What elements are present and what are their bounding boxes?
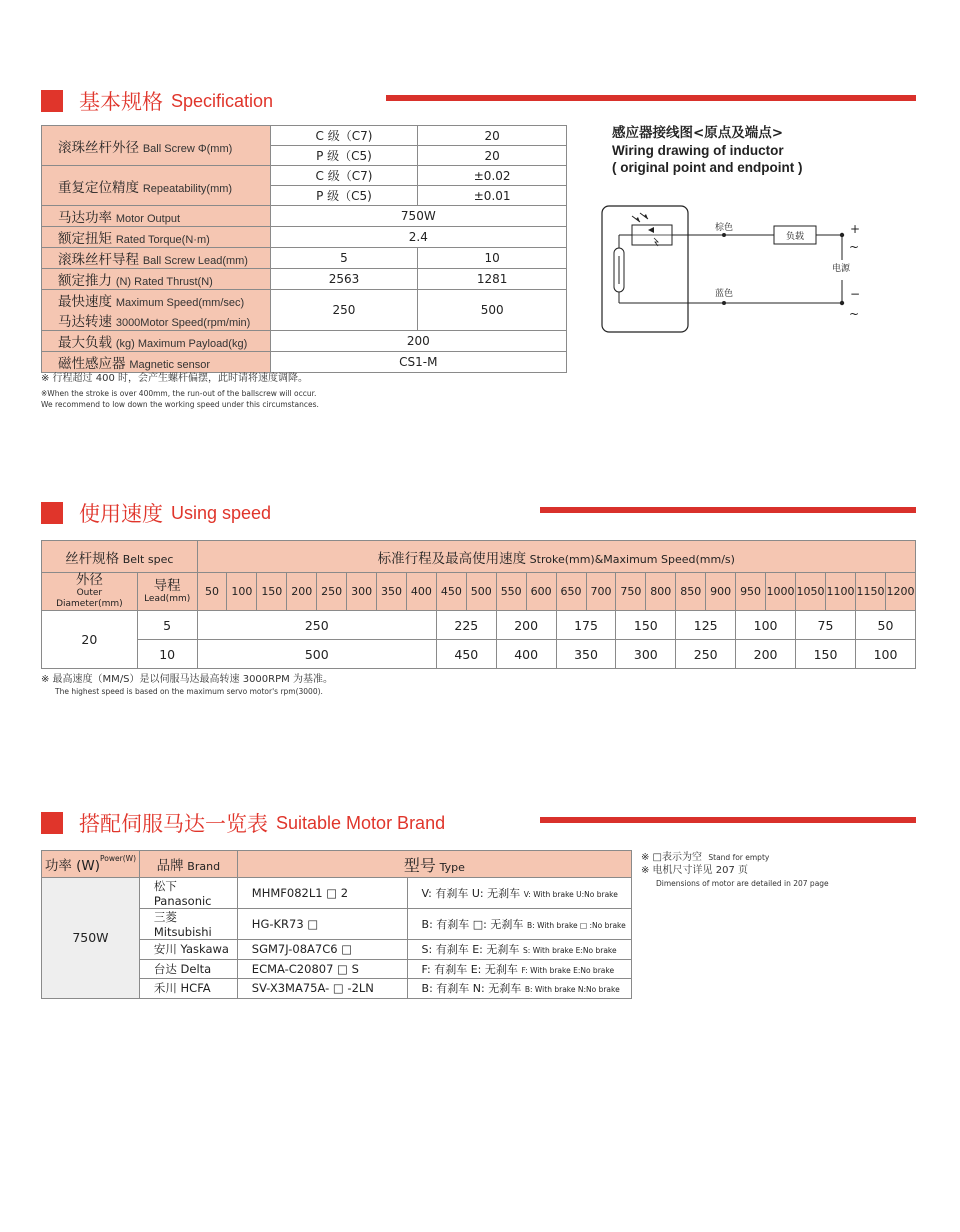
spec-value-cell: CS1-M xyxy=(270,352,566,373)
stroke-cell: 1050 xyxy=(796,573,826,611)
spec-note-cn: ※ 行程超过 400 时，会产生螺杆偏摆，此时请将速度调降。 xyxy=(41,373,309,384)
speed-value-cell: 125 xyxy=(676,611,736,640)
motor-title-cn: 搭配伺服马达一览表 xyxy=(79,812,268,836)
speed-value-cell: 100 xyxy=(736,611,796,640)
spec-row xyxy=(42,269,567,290)
power-header xyxy=(42,851,140,878)
spec-label-cn: 额定推力 xyxy=(58,273,112,289)
speed-value-cell: 200 xyxy=(496,611,556,640)
spec-label-cell xyxy=(42,331,271,352)
type-header-en: Type xyxy=(439,860,465,874)
belt-spec-cn: 丝杆规格 xyxy=(65,550,120,567)
spec-table xyxy=(41,125,567,373)
spec-row xyxy=(42,227,567,248)
spec-label-en: (N) Rated Thrust(N) xyxy=(115,276,213,288)
spec-title-en: Specification xyxy=(171,90,274,111)
brake-code-en: B: With brake □ :No brake xyxy=(527,921,626,930)
power-label: 电源 xyxy=(832,264,851,274)
spec-label-line xyxy=(58,248,270,268)
stroke-cell: 850 xyxy=(676,573,706,611)
spec-label-cell xyxy=(42,206,271,227)
stroke-cell: 950 xyxy=(736,573,766,611)
wiring-title-en2: ( original point and endpoint ) xyxy=(612,160,803,175)
stroke-header-en: Stroke(mm)&Maximum Speed(mm/s) xyxy=(529,552,735,566)
speed-value-cell: 50 xyxy=(855,611,915,640)
model-cell: HG-KR73 □ xyxy=(237,909,407,940)
spec-label-cn: 滚珠丝杆导程 xyxy=(58,252,139,268)
spec-title-bar xyxy=(386,95,916,101)
speed-value-cell: 300 xyxy=(616,640,676,669)
brand-cell: 松下 Panasonic xyxy=(139,878,237,909)
brake-code-cn: B: 有刹车 □: 无刹车 xyxy=(421,918,524,931)
spec-value-cell: 1281 xyxy=(418,269,567,290)
load-label: 负载 xyxy=(786,232,805,242)
spec-label-cn: 重复定位精度 xyxy=(58,179,139,196)
spec-label-cell xyxy=(42,166,271,206)
spec-label-line xyxy=(58,269,270,289)
model-cell: ECMA-C20807 □ S xyxy=(237,959,407,979)
motor-section-title xyxy=(41,808,445,838)
ac-label-bottom: ~ xyxy=(849,307,860,321)
brand-cell: 台达 Delta xyxy=(139,959,237,979)
speed-value-cell: 225 xyxy=(436,611,496,640)
power-header-en: Power(W) xyxy=(100,854,136,863)
lead-en: Lead(mm) xyxy=(144,593,191,604)
speed-title-bar xyxy=(540,507,916,513)
stroke-cell: 50 xyxy=(197,573,227,611)
stroke-cell: 500 xyxy=(466,573,496,611)
section-marker-icon xyxy=(41,90,63,112)
brake-code-cell xyxy=(407,940,631,960)
stroke-header xyxy=(197,541,915,573)
spec-value-cell: 5 xyxy=(270,248,418,269)
brand-cell: 三菱 Mitsubishi xyxy=(139,909,237,940)
outer-diameter-cn: 外径 xyxy=(75,572,103,588)
spec-note-en1: ※When the stroke is over 400mm, the run-out of the ballscrew will occur. xyxy=(41,389,317,398)
spec-value-cell: 2.4 xyxy=(270,227,566,248)
spec-label-line xyxy=(58,227,270,247)
speed-value-cell: 500 xyxy=(197,640,436,669)
spec-note-en2: We recommend to low down the working speed under this circumstances. xyxy=(41,400,319,409)
spec-row xyxy=(42,352,567,373)
speed-section-title xyxy=(41,498,271,528)
spec-label-en: Ball Screw Lead(mm) xyxy=(142,255,248,267)
speed-value-cell: 400 xyxy=(496,640,556,669)
brake-code-cn: B: 有刹车 N: 无刹车 xyxy=(421,982,522,996)
stroke-cell: 250 xyxy=(317,573,347,611)
speed-value-cell: 150 xyxy=(616,611,676,640)
lead-header xyxy=(137,573,197,611)
spec-label-line xyxy=(58,310,270,330)
blue-wire-label: 蓝色 xyxy=(715,289,734,299)
speed-value-cell: 200 xyxy=(736,640,796,669)
stroke-cell: 1100 xyxy=(826,573,856,611)
brown-wire-label: 棕色 xyxy=(715,223,734,233)
wiring-title-cn: 感应器接线图<原点及端点> xyxy=(612,125,784,141)
brake-code-en: V: With brake U:No brake xyxy=(523,890,618,899)
spec-row xyxy=(42,166,567,186)
stroke-cell: 450 xyxy=(436,573,466,611)
wiring-diagram xyxy=(596,200,876,340)
speed-title-cn: 使用速度 xyxy=(79,502,163,526)
power-cell: 750W xyxy=(42,878,140,999)
motor-table xyxy=(41,850,632,999)
spec-label-en: Repeatability(mm) xyxy=(142,182,233,195)
speed-row xyxy=(42,640,916,669)
wiring-title xyxy=(612,125,802,176)
spec-label-cell xyxy=(42,227,271,248)
speed-note-cn: ※ 最高速度（MM/S）是以伺服马达最高转速 3000RPM 为基准。 xyxy=(41,674,333,685)
spec-label-cell xyxy=(42,248,271,269)
spec-label-en2: 3000Motor Speed(rpm/min) xyxy=(115,317,251,329)
spec-value-cell: 250 xyxy=(270,290,418,331)
spec-label-line xyxy=(58,331,270,351)
stroke-cell: 650 xyxy=(556,573,586,611)
spec-label-cell xyxy=(42,126,271,166)
stroke-cell: 1150 xyxy=(855,573,885,611)
belt-spec-en: Belt spec xyxy=(122,552,174,566)
plus-label: + xyxy=(850,222,861,236)
spec-row xyxy=(42,331,567,352)
spec-label-cell xyxy=(42,352,271,373)
brake-code-cn: F: 有刹车 E: 无刹车 xyxy=(421,962,518,976)
lead-cn: 导程 xyxy=(153,577,181,594)
model-cell: SGM7J-08A7C6 □ xyxy=(237,940,407,960)
lead-cell: 10 xyxy=(137,640,197,669)
diameter-cell: 20 xyxy=(42,611,138,669)
spec-label-line xyxy=(58,290,270,310)
stroke-cell: 700 xyxy=(586,573,616,611)
motor-note2-en: Dimensions of motor are detailed in 207 page xyxy=(656,879,829,888)
spec-row xyxy=(42,290,567,331)
spec-label-cn: 滚珠丝杆外径 xyxy=(58,139,139,156)
spec-label-en: Motor Output xyxy=(115,213,181,225)
speed-value-cell: 150 xyxy=(796,640,856,669)
speed-table xyxy=(41,540,916,669)
stroke-cell: 300 xyxy=(347,573,377,611)
spec-row xyxy=(42,248,567,269)
speed-value-cell: 450 xyxy=(436,640,496,669)
brand-header-en: Brand xyxy=(187,860,221,873)
spec-label-cell xyxy=(42,269,271,290)
spec-section-title xyxy=(41,86,273,116)
motor-note1-en: Stand for empty xyxy=(708,853,770,862)
section-marker-icon xyxy=(41,502,63,524)
spec-label-cn: 磁性感应器 xyxy=(58,356,126,372)
motor-row xyxy=(42,878,632,909)
brand-header xyxy=(139,851,237,878)
belt-spec-header xyxy=(42,541,198,573)
spec-grade-cell: P 级（C5) xyxy=(270,146,418,166)
model-cell: SV-X3MA75A- □ -2LN xyxy=(237,979,407,999)
speed-title-en: Using speed xyxy=(171,502,272,523)
spec-value-cell: 2563 xyxy=(270,269,418,290)
stroke-cell: 600 xyxy=(526,573,556,611)
spec-label-cn: 最大负载 xyxy=(58,335,112,351)
speed-row xyxy=(42,611,916,640)
speed-value-cell: 350 xyxy=(556,640,616,669)
brake-code-en: B: With brake N:No brake xyxy=(524,985,620,995)
spec-value-cell: 750W xyxy=(270,206,566,227)
speed-value-cell: 250 xyxy=(676,640,736,669)
spec-label-en: Rated Torque(N·m) xyxy=(115,234,210,246)
spec-value-cell: 200 xyxy=(270,331,566,352)
stroke-cell: 1000 xyxy=(766,573,796,611)
stroke-cell: 750 xyxy=(616,573,646,611)
spec-row xyxy=(42,206,567,227)
stroke-cell: 350 xyxy=(377,573,407,611)
minus-label: − xyxy=(850,287,861,301)
motor-title-bar xyxy=(540,817,916,823)
brake-code-en: S: With brake E:No brake xyxy=(523,946,617,956)
stroke-cell: 550 xyxy=(496,573,526,611)
power-header-cn: 功率 (W) xyxy=(44,858,101,874)
spec-grade-cell: C 级（C7) xyxy=(270,126,418,146)
speed-value-cell: 250 xyxy=(197,611,436,640)
spec-label-line xyxy=(58,206,270,226)
stroke-cell: 1200 xyxy=(885,573,915,611)
spec-value-cell: ±0.01 xyxy=(418,186,567,206)
brand-cell: 禾川 HCFA xyxy=(139,979,237,999)
spec-label-cell xyxy=(42,290,271,331)
stroke-cell: 200 xyxy=(287,573,317,611)
speed-header-row xyxy=(42,541,916,573)
spec-row xyxy=(42,126,567,146)
spec-label-en: (kg) Maximum Payload(kg) xyxy=(115,338,248,350)
brake-code-cell xyxy=(407,959,631,979)
ac-label-top: ~ xyxy=(849,240,860,254)
spec-value-cell: ±0.02 xyxy=(418,166,567,186)
spec-grade-cell: C 级（C7) xyxy=(270,166,418,186)
motor-note2-cn: ※ 电机尺寸详见 207 页 xyxy=(641,865,749,876)
spec-label-en: Maximum Speed(mm/sec) xyxy=(115,297,245,309)
brand-cell: 安川 Yaskawa xyxy=(139,940,237,960)
lead-cell: 5 xyxy=(137,611,197,640)
brake-code-en: F: With brake E:No brake xyxy=(521,965,615,975)
motor-title-en: Suitable Motor Brand xyxy=(276,812,446,833)
outer-diameter-en: Outer Diameter(mm) xyxy=(56,588,123,609)
brake-code-cell xyxy=(407,878,631,909)
wiring-title-en1: Wiring drawing of inductor xyxy=(612,143,784,158)
type-header-cn: 型号 xyxy=(403,855,436,875)
spec-label-en: Ball Screw Φ(mm) xyxy=(142,142,233,155)
brand-header-cn: 品牌 xyxy=(156,858,184,874)
section-marker-icon xyxy=(41,812,63,834)
stroke-cell: 900 xyxy=(706,573,736,611)
speed-value-cell: 100 xyxy=(855,640,915,669)
speed-value-cell: 175 xyxy=(556,611,616,640)
stroke-cell: 100 xyxy=(227,573,257,611)
spec-label-cn: 最快速度 xyxy=(58,294,112,310)
stroke-cell: 800 xyxy=(646,573,676,611)
stroke-cell: 150 xyxy=(257,573,287,611)
model-cell: MHMF082L1 □ 2 xyxy=(237,878,407,909)
stroke-cell: 400 xyxy=(406,573,436,611)
spec-grade-cell: P 级（C5) xyxy=(270,186,418,206)
brake-code-cell xyxy=(407,909,631,940)
speed-header-row xyxy=(42,573,916,611)
type-header xyxy=(237,851,631,878)
motor-notes xyxy=(641,851,829,890)
speed-note-en: The highest speed is based on the maximum servo motor's rpm(3000). xyxy=(55,687,323,696)
spec-value-cell: 20 xyxy=(418,146,567,166)
spec-label-cn: 马达功率 xyxy=(58,210,112,226)
brake-code-cell xyxy=(407,979,631,999)
motor-header-row xyxy=(42,851,632,878)
spec-label-en: Magnetic sensor xyxy=(129,359,211,371)
spec-label-line xyxy=(58,352,270,372)
spec-value-cell: 500 xyxy=(418,290,567,331)
speed-value-cell: 75 xyxy=(796,611,856,640)
brake-code-cn: V: 有刹车 U: 无刹车 xyxy=(421,887,521,900)
spec-label-cn2: 马达转速 xyxy=(58,314,112,330)
brake-code-cn: S: 有刹车 E: 无刹车 xyxy=(421,943,520,957)
spec-label-cn: 额定扭矩 xyxy=(58,231,112,247)
outer-diameter-header xyxy=(42,573,138,611)
motor-note1-cn: ※ □表示为空 xyxy=(641,852,703,863)
spec-value-cell: 20 xyxy=(418,126,567,146)
stroke-header-cn: 标准行程及最高使用速度 xyxy=(377,550,527,567)
spec-value-cell: 10 xyxy=(418,248,567,269)
spec-title-cn: 基本规格 xyxy=(79,90,163,114)
